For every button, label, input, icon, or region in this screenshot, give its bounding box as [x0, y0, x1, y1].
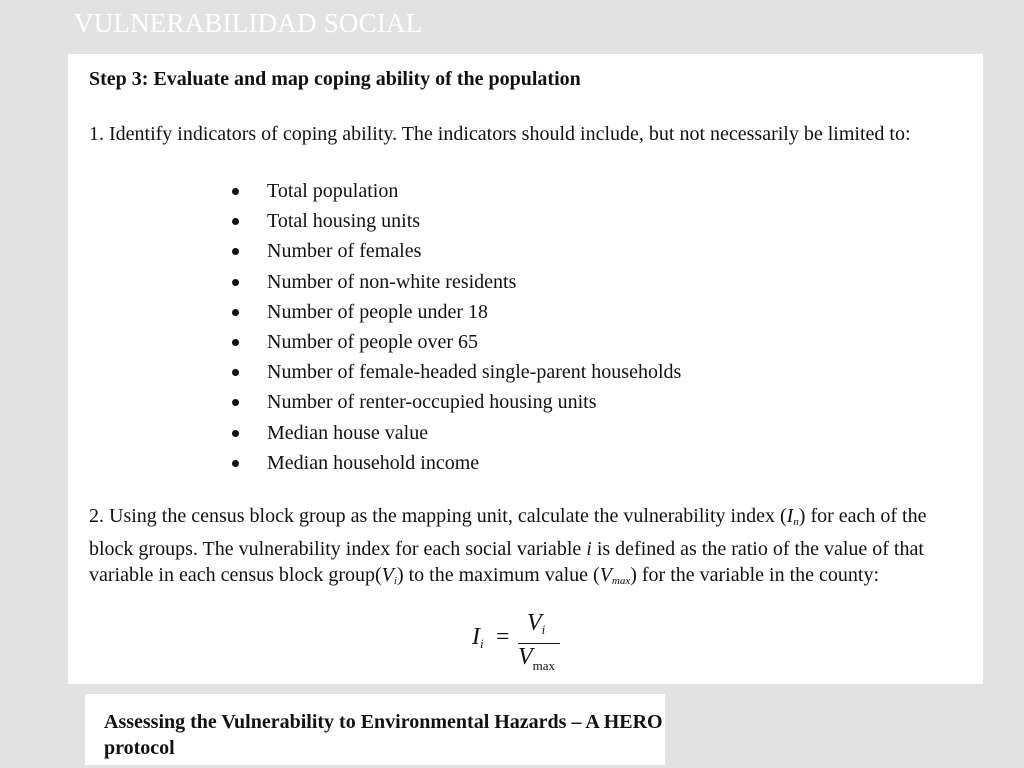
- formula-numerator-symbol: V: [527, 610, 542, 636]
- source-caption: Assessing the Vulnerability to Environmental Hazards – A HERO protocol: [104, 711, 663, 759]
- para2-text-3: is defined as the ratio of the value of that variable in each census block group(: [89, 537, 924, 586]
- index-symbol: I: [786, 505, 794, 527]
- para2-text-5: ) for the variable in the county:: [630, 564, 880, 586]
- formula-denominator-symbol: V: [518, 644, 533, 670]
- formula-lhs-subscript: i: [480, 636, 484, 651]
- para2-text-1: 2. Using the census block group as the mapping unit, calculate the vulnerability index (: [89, 505, 787, 527]
- list-item: Median house value: [228, 418, 681, 448]
- list-item: Number of non-white residents: [228, 267, 681, 297]
- list-item: Total population: [228, 176, 681, 206]
- document-panel: [68, 54, 983, 684]
- variable-symbol: i: [586, 537, 592, 560]
- list-item: Number of people over 65: [228, 327, 681, 357]
- value-symbol: V: [381, 564, 394, 586]
- list-item: Number of renter-occupied housing units: [228, 387, 681, 417]
- formula-lhs: [472, 624, 484, 652]
- slide-title: VULNERABILIDAD SOCIAL: [74, 8, 423, 38]
- list-item: Number of people under 18: [228, 297, 681, 327]
- source-caption-box: [85, 694, 665, 765]
- max-value-subscript: max: [611, 575, 631, 587]
- list-item: Number of female-headed single-parent households: [228, 357, 681, 387]
- formula-equals: =: [496, 624, 510, 650]
- max-value-symbol: V: [599, 564, 612, 586]
- para2-text-4: ) to the maximum value (: [396, 564, 600, 586]
- list-item: Median household income: [228, 448, 681, 478]
- formula-denominator: [518, 644, 555, 674]
- formula-numerator-subscript: i: [541, 622, 546, 637]
- indicator-list: [228, 176, 681, 478]
- formula-lhs-symbol: I: [472, 624, 480, 650]
- vulnerability-formula: [472, 610, 562, 680]
- paragraph-vulnerability-index: [89, 503, 959, 595]
- list-item: Total housing units: [228, 206, 681, 236]
- index-subscript: n: [793, 516, 799, 528]
- para2-text-2: ) for each of the block groups. The vulnerability index for each social variable: [89, 505, 927, 560]
- value-subscript: i: [393, 575, 397, 587]
- list-item: Number of females: [228, 236, 681, 266]
- paragraph-indicators: 1. Identify indicators of coping ability. The indicators should include, but not necessarily be limited to:: [89, 123, 911, 145]
- formula-numerator: [527, 610, 545, 638]
- step-heading: Step 3: Evaluate and map coping ability of the population: [89, 68, 581, 90]
- formula-denominator-subscript: max: [532, 658, 556, 673]
